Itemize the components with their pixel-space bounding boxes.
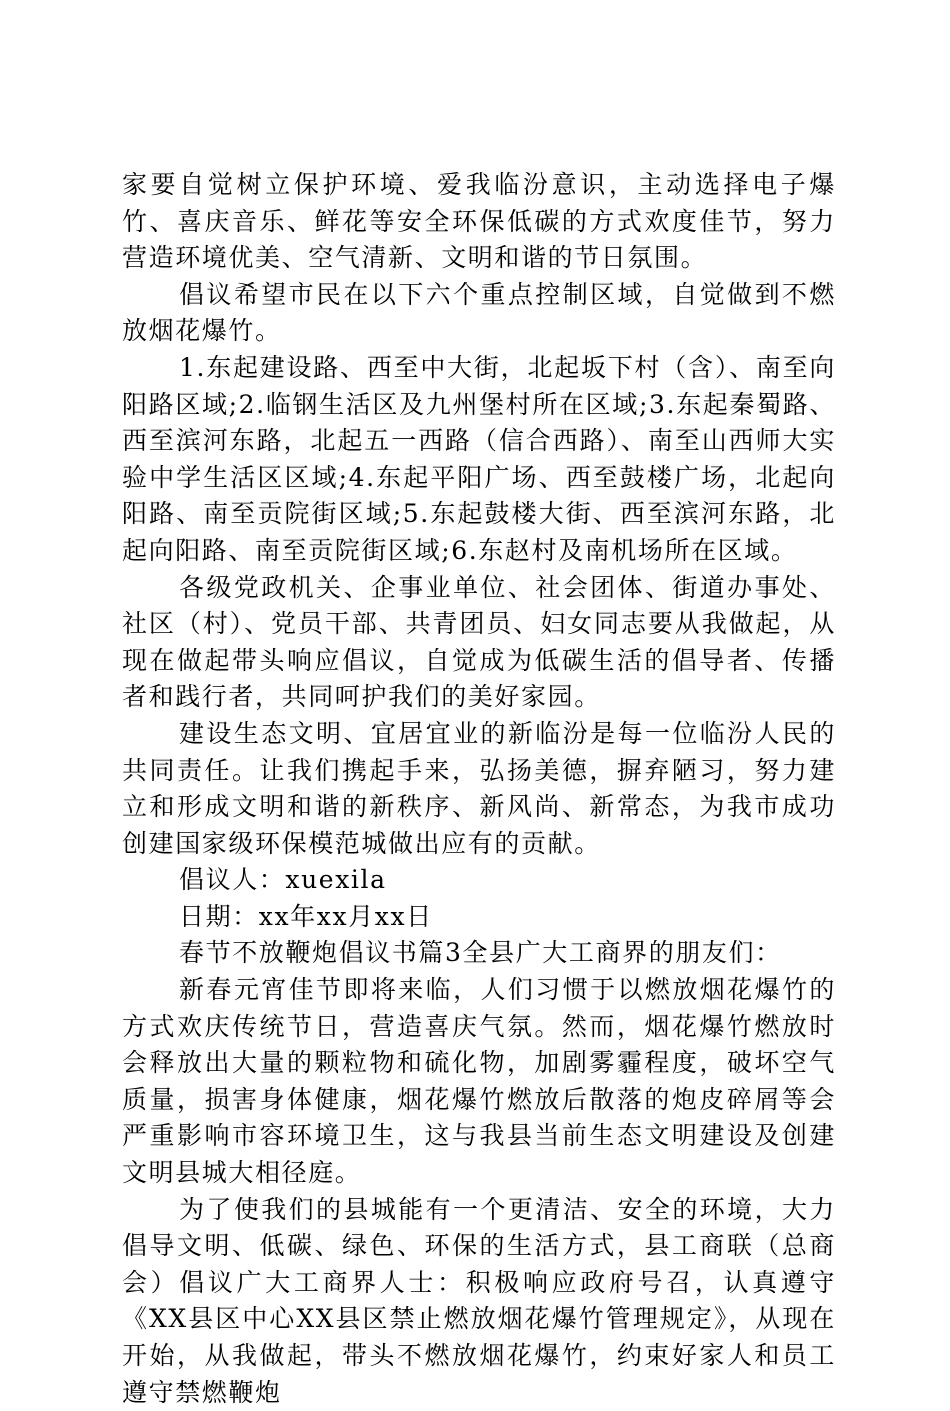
document-body xyxy=(122,167,836,1411)
paragraph-shared-responsibility: 建设生态文明、宜居宜业的新临汾是每一位临汾人民的共同责任。让我们携起手来，弘扬美德，摒弃陋习，努力建立和形成文明和谐的新秩序、新风尚、新常态，为我市成功创建国家级环保模范城做出应有的贡献。 xyxy=(122,718,836,858)
paragraph-continuation: 家要自觉树立保护环境、爱我临汾意识，主动选择电子爆竹、喜庆音乐、鲜花等安全环保低碳的方式欢度佳节，努力营造环境优美、空气清新、文明和谐的节日氛围。 xyxy=(122,170,836,273)
paragraph-organizations-call: 各级党政机关、企事业单位、社会团体、街道办事处、社区（村）、党员干部、共青团员、妇女同志要从我做起，从现在做起带头响应倡议，自觉成为低碳生活的倡导者、传播者和践行者，共同呵护我们的美好家园。 xyxy=(122,572,836,712)
paragraph-control-areas-list: 1.东起建设路、西至中大街，北起坂下村（含）、南至向阳路区域;2.临钢生活区及九州堡村所在区域;3.东起秦蜀路、西至滨河东路，北起五一西路（信合西路）、南至山西师大实验中学生活区区域;4.东起平阳广场、西至鼓楼广场，北起向阳路、南至贡院街区域;5.东起鼓楼大街、西至滨河东路，北起向阳路、南至贡院街区域;6.东赵村及南机场所在区域。 xyxy=(122,352,836,565)
paragraph-control-areas-intro: 倡议希望市民在以下六个重点控制区域，自觉做到不燃放烟花爆竹。 xyxy=(122,279,836,346)
date-line: 日期：xx年xx月xx日 xyxy=(179,901,433,931)
section-heading-article-3: 春节不放鞭炮倡议书篇3全县广大工商界的朋友们： xyxy=(179,938,782,968)
paragraph-festival-intro: 新春元宵佳节即将来临，人们习惯于以燃放烟花爆竹的方式欢庆传统节日，营造喜庆气氛。然而，烟花爆竹燃放时会释放出大量的颗粒物和硫化物，加剧雾霾程度，破坏空气质量，损害身体健康，烟花爆竹燃放后散落的炮皮碎屑等会严重影响市容环境卫生，这与我县当前生态文明建设及创建文明县城大相径庭。 xyxy=(122,975,836,1188)
proposer-line: 倡议人：xuexila xyxy=(179,865,387,895)
paragraph-business-call: 为了使我们的县城能有一个更清洁、安全的环境，大力倡导文明、低碳、绿色、环保的生活方式，县工商联（总商会）倡议广大工商界人士：积极响应政府号召，认真遵守《XX县区中心XX县区禁止燃放烟花爆竹管理规定》，从现在开始，从我做起，带头不燃放烟花爆竹，约束好家人和员工遵守禁燃鞭炮 xyxy=(122,1194,836,1407)
